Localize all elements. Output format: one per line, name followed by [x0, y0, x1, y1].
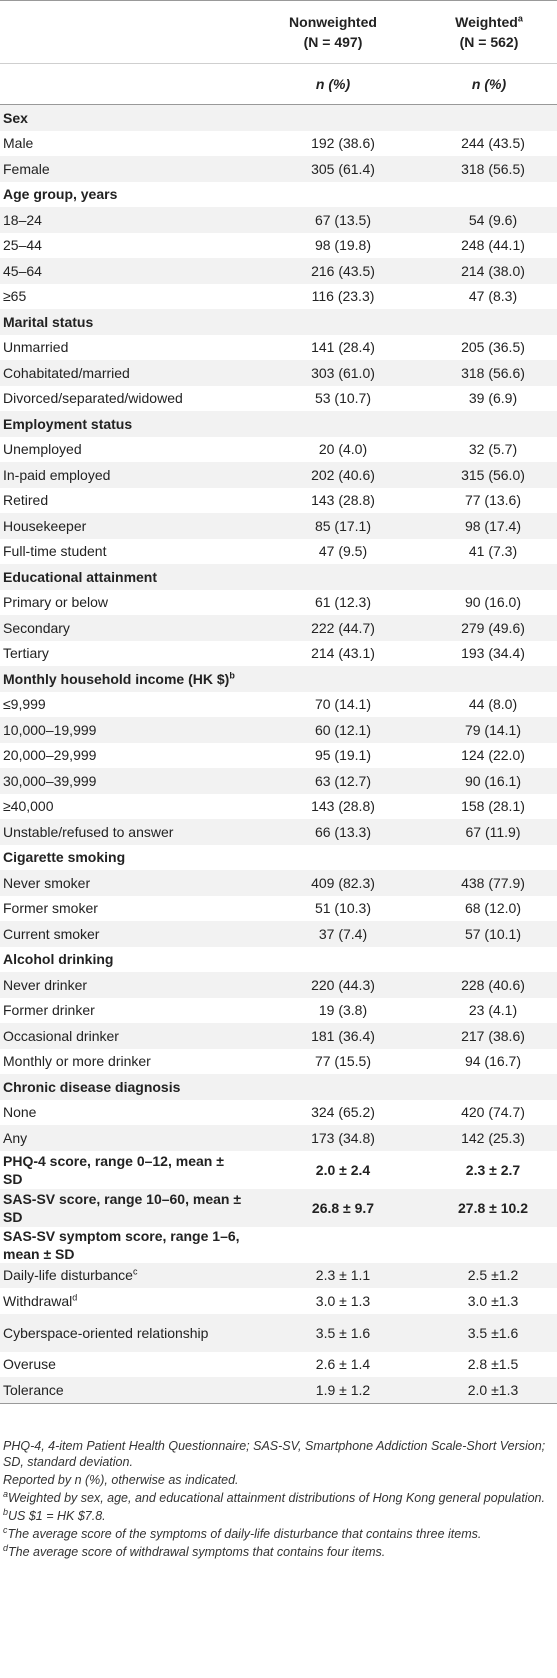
nonweighted-value	[245, 845, 421, 871]
header-weighted	[421, 1, 557, 64]
weighted-value: 318 (56.6)	[421, 360, 557, 386]
table-footnotes	[3, 1438, 553, 1562]
footnote-text: Weighted by sex, age, and educational attainment distributions of Hong Kong general population.	[8, 1491, 545, 1505]
nonweighted-value: 181 (36.4)	[245, 1023, 421, 1049]
row-label-text: Unemployed	[3, 441, 82, 458]
table-row	[0, 207, 557, 233]
nonweighted-value: 77 (15.5)	[245, 1049, 421, 1075]
row-label	[0, 743, 245, 769]
weighted-value: 318 (56.5)	[421, 156, 557, 182]
row-label-text: Age group, years	[3, 186, 118, 203]
table-row	[0, 972, 557, 998]
weighted-value: 67 (11.9)	[421, 819, 557, 845]
row-label-text: Never drinker	[3, 976, 88, 993]
footnote-text: The average score of the symptoms of daily-life disturbance that contains three items.	[7, 1527, 482, 1541]
weighted-value: 44 (8.0)	[421, 692, 557, 718]
weighted-value: 248 (44.1)	[421, 233, 557, 259]
row-label-text: Sex	[3, 109, 28, 126]
row-label	[0, 386, 245, 412]
row-label	[0, 870, 245, 896]
nonweighted-value: 85 (17.1)	[245, 513, 421, 539]
weighted-value	[421, 1074, 557, 1100]
table-subheader-row	[0, 64, 557, 105]
nonweighted-value: 202 (40.6)	[245, 462, 421, 488]
footnote-text: The average score of withdrawal symptoms that contains four items.	[8, 1545, 386, 1559]
nonweighted-value: 66 (13.3)	[245, 819, 421, 845]
nonweighted-value: 26.8 ± 9.7	[245, 1189, 421, 1227]
footnote-marker: b	[229, 670, 235, 681]
table-row	[0, 998, 557, 1024]
row-label	[0, 488, 245, 514]
row-label	[0, 998, 245, 1024]
row-label-text: Overuse	[3, 1356, 56, 1373]
row-label-text: Monthly or more drinker	[3, 1053, 151, 1070]
row-label-text: Tolerance	[3, 1381, 64, 1398]
section-header-row	[0, 845, 557, 871]
row-label	[0, 539, 245, 565]
section-header-row	[0, 666, 557, 692]
weighted-value: 2.5 ±1.2	[421, 1263, 557, 1289]
weighted-value: 98 (17.4)	[421, 513, 557, 539]
nonweighted-value: 53 (10.7)	[245, 386, 421, 412]
footnote	[3, 1526, 553, 1542]
table-row	[0, 615, 557, 641]
row-label	[0, 1151, 245, 1189]
section-header-row	[0, 309, 557, 335]
weighted-value: 420 (74.7)	[421, 1100, 557, 1126]
table-row	[0, 335, 557, 361]
header-nonweighted	[245, 1, 421, 64]
section-header-row	[0, 411, 557, 437]
row-label-text: Cigarette smoking	[3, 849, 126, 866]
row-label-text: Housekeeper	[3, 517, 87, 534]
row-label	[0, 437, 245, 463]
table-row	[0, 768, 557, 794]
row-label	[0, 845, 245, 871]
row-label-text: Cyberspace-oriented relationship	[3, 1324, 209, 1341]
weighted-value	[421, 411, 557, 437]
weighted-value	[421, 182, 557, 208]
nonweighted-value: 19 (3.8)	[245, 998, 421, 1024]
row-label	[0, 360, 245, 386]
row-label	[0, 1074, 245, 1100]
row-label-text: ≤9,999	[3, 696, 46, 713]
table-row	[0, 870, 557, 896]
weighted-value: 244 (43.5)	[421, 131, 557, 157]
nonweighted-value: 305 (61.4)	[245, 156, 421, 182]
header-weighted-title: Weighted	[455, 14, 518, 30]
nonweighted-value	[245, 182, 421, 208]
row-label-text: Employment status	[3, 415, 133, 432]
row-label	[0, 1049, 245, 1075]
weighted-value: 3.5 ±1.6	[421, 1314, 557, 1352]
nonweighted-value: 47 (9.5)	[245, 539, 421, 565]
weighted-value: 214 (38.0)	[421, 258, 557, 284]
row-label-text: Unstable/refused to answer	[3, 823, 174, 840]
row-label	[0, 590, 245, 616]
nonweighted-value: 98 (19.8)	[245, 233, 421, 259]
weighted-value	[421, 1227, 557, 1263]
row-label-text: Any	[3, 1129, 28, 1146]
row-label-text: Marital status	[3, 313, 94, 330]
nonweighted-value: 173 (34.8)	[245, 1125, 421, 1151]
footnote-text: Reported by n (%), otherwise as indicated.	[3, 1473, 239, 1487]
footnote	[3, 1544, 553, 1560]
row-label-text: 20,000–29,999	[3, 747, 97, 764]
table-header-row	[0, 1, 557, 64]
weighted-value	[421, 564, 557, 590]
row-label	[0, 233, 245, 259]
weighted-value: 205 (36.5)	[421, 335, 557, 361]
row-label-text: Secondary	[3, 619, 70, 636]
section-header-row	[0, 1227, 557, 1263]
row-label-text: 10,000–19,999	[3, 721, 97, 738]
row-label	[0, 794, 245, 820]
header-weighted-sup: a	[517, 13, 523, 24]
nonweighted-value: 61 (12.3)	[245, 590, 421, 616]
row-label-text: 18–24	[3, 211, 42, 228]
table-row	[0, 284, 557, 310]
row-label-text: ≥40,000	[3, 798, 54, 815]
nonweighted-value: 303 (61.0)	[245, 360, 421, 386]
row-label-text: Cohabitated/married	[3, 364, 130, 381]
nonweighted-value: 95 (19.1)	[245, 743, 421, 769]
section-header-row	[0, 947, 557, 973]
weighted-value: 47 (8.3)	[421, 284, 557, 310]
nonweighted-value	[245, 411, 421, 437]
weighted-value: 3.0 ±1.3	[421, 1288, 557, 1314]
row-label-text: PHQ-4 score, range 0–12, mean ± SD	[3, 1152, 224, 1187]
nonweighted-value: 20 (4.0)	[245, 437, 421, 463]
table-row	[0, 156, 557, 182]
row-label	[0, 513, 245, 539]
table-row	[0, 1023, 557, 1049]
row-label-text: Former drinker	[3, 1002, 95, 1019]
weighted-value: 124 (22.0)	[421, 743, 557, 769]
row-label	[0, 207, 245, 233]
nonweighted-value: 3.5 ± 1.6	[245, 1314, 421, 1352]
table-row	[0, 1314, 557, 1352]
nonweighted-value	[245, 1227, 421, 1263]
row-label-text: Female	[3, 160, 50, 177]
nonweighted-value	[245, 105, 421, 131]
row-label-text: Former smoker	[3, 900, 98, 917]
footnote-text: PHQ-4, 4-item Patient Health Questionnaire; SAS-SV, Smartphone Addiction Scale-Short Version; SD, standard deviation.	[3, 1439, 546, 1469]
table-row	[0, 462, 557, 488]
header-weighted-n: (N = 562)	[459, 34, 519, 50]
nonweighted-value: 2.0 ± 2.4	[245, 1151, 421, 1189]
weighted-value: 193 (34.4)	[421, 641, 557, 667]
table-row	[0, 641, 557, 667]
row-label	[0, 641, 245, 667]
table-row	[0, 590, 557, 616]
nonweighted-value: 2.6 ± 1.4	[245, 1352, 421, 1378]
weighted-value: 27.8 ± 10.2	[421, 1189, 557, 1227]
nonweighted-value: 1.9 ± 1.2	[245, 1377, 421, 1403]
weighted-value: 79 (14.1)	[421, 717, 557, 743]
section-header-row	[0, 564, 557, 590]
nonweighted-value: 116 (23.3)	[245, 284, 421, 310]
row-label	[0, 717, 245, 743]
footnote	[3, 1472, 553, 1488]
weighted-value: 41 (7.3)	[421, 539, 557, 565]
subheader-nonweighted: n (%)	[245, 64, 421, 105]
row-label-text: SAS-SV symptom score, range 1–6, mean ± SD	[3, 1227, 240, 1262]
row-label	[0, 1023, 245, 1049]
row-label	[0, 947, 245, 973]
section-header-row	[0, 182, 557, 208]
nonweighted-value: 2.3 ± 1.1	[245, 1263, 421, 1289]
row-label	[0, 131, 245, 157]
row-label	[0, 564, 245, 590]
nonweighted-value: 220 (44.3)	[245, 972, 421, 998]
row-label-text: Male	[3, 135, 34, 152]
weighted-value: 90 (16.0)	[421, 590, 557, 616]
nonweighted-value: 70 (14.1)	[245, 692, 421, 718]
row-label	[0, 411, 245, 437]
nonweighted-value	[245, 309, 421, 335]
row-label-text: Alcohol drinking	[3, 951, 114, 968]
table-row	[0, 131, 557, 157]
weighted-value: 57 (10.1)	[421, 921, 557, 947]
row-label-text: ≥65	[3, 288, 27, 305]
footnote	[3, 1490, 553, 1506]
table-row	[0, 258, 557, 284]
row-label-text: Retired	[3, 492, 49, 509]
row-label-text: Chronic disease diagnosis	[3, 1078, 181, 1095]
nonweighted-value	[245, 947, 421, 973]
nonweighted-value: 222 (44.7)	[245, 615, 421, 641]
nonweighted-value: 216 (43.5)	[245, 258, 421, 284]
subheader-weighted: n (%)	[421, 64, 557, 105]
table-row	[0, 1377, 557, 1403]
nonweighted-value	[245, 564, 421, 590]
footnote-marker: c	[3, 1524, 8, 1535]
row-label	[0, 1189, 245, 1227]
weighted-value: 77 (13.6)	[421, 488, 557, 514]
weighted-value: 2.3 ± 2.7	[421, 1151, 557, 1189]
table-row	[0, 1125, 557, 1151]
row-label	[0, 258, 245, 284]
weighted-value: 68 (12.0)	[421, 896, 557, 922]
row-label	[0, 309, 245, 335]
row-label	[0, 335, 245, 361]
weighted-value: 228 (40.6)	[421, 972, 557, 998]
table-row	[0, 233, 557, 259]
weighted-value: 90 (16.1)	[421, 768, 557, 794]
row-label	[0, 615, 245, 641]
weighted-value	[421, 666, 557, 692]
row-label-text: Occasional drinker	[3, 1027, 119, 1044]
nonweighted-value: 214 (43.1)	[245, 641, 421, 667]
row-label	[0, 105, 245, 131]
section-header-row	[0, 1074, 557, 1100]
row-label-text: 45–64	[3, 262, 42, 279]
table-row	[0, 437, 557, 463]
row-label-text: Never smoker	[3, 874, 91, 891]
row-label-text: Divorced/separated/widowed	[3, 390, 183, 407]
table-row	[0, 896, 557, 922]
nonweighted-value: 192 (38.6)	[245, 131, 421, 157]
row-label-text: Educational attainment	[3, 568, 158, 585]
footnote-marker: a	[3, 1488, 9, 1499]
nonweighted-value: 141 (28.4)	[245, 335, 421, 361]
table-row	[0, 360, 557, 386]
row-label	[0, 768, 245, 794]
weighted-value	[421, 845, 557, 871]
table-row	[0, 488, 557, 514]
row-label	[0, 1352, 245, 1378]
row-label-text: Daily-life disturbance	[3, 1267, 133, 1284]
header-empty-cell	[0, 1, 245, 64]
row-label	[0, 462, 245, 488]
table-row	[0, 539, 557, 565]
row-label	[0, 1100, 245, 1126]
row-label-text: SAS-SV score, range 10–60, mean ± SD	[3, 1190, 242, 1225]
table-row	[0, 386, 557, 412]
subheader-empty-cell	[0, 64, 245, 105]
row-label-text: Monthly household income (HK $)	[3, 670, 230, 687]
nonweighted-value: 67 (13.5)	[245, 207, 421, 233]
weighted-value	[421, 309, 557, 335]
footnote	[3, 1508, 553, 1524]
row-label	[0, 666, 245, 692]
table-row	[0, 1352, 557, 1378]
weighted-value: 438 (77.9)	[421, 870, 557, 896]
table-row	[0, 794, 557, 820]
row-label	[0, 921, 245, 947]
weighted-value: 94 (16.7)	[421, 1049, 557, 1075]
nonweighted-value: 63 (12.7)	[245, 768, 421, 794]
footnote-marker: d	[3, 1542, 9, 1553]
nonweighted-value: 60 (12.1)	[245, 717, 421, 743]
row-label-text: Primary or below	[3, 594, 109, 611]
weighted-value: 158 (28.1)	[421, 794, 557, 820]
footnote	[3, 1438, 553, 1470]
row-label-text: Current smoker	[3, 925, 100, 942]
footnote-marker: c	[132, 1266, 138, 1277]
weighted-value: 54 (9.6)	[421, 207, 557, 233]
row-label	[0, 284, 245, 310]
weighted-value	[421, 105, 557, 131]
table-row	[0, 513, 557, 539]
nonweighted-value: 324 (65.2)	[245, 1100, 421, 1126]
row-label	[0, 896, 245, 922]
weighted-value: 315 (56.0)	[421, 462, 557, 488]
weighted-value: 142 (25.3)	[421, 1125, 557, 1151]
weighted-value: 279 (49.6)	[421, 615, 557, 641]
table-row	[0, 1263, 557, 1289]
table-row	[0, 1100, 557, 1126]
row-label	[0, 1263, 245, 1289]
nonweighted-value: 3.0 ± 1.3	[245, 1288, 421, 1314]
weighted-value	[421, 947, 557, 973]
row-label-text: Tertiary	[3, 645, 49, 662]
row-label	[0, 1314, 245, 1352]
row-label	[0, 1125, 245, 1151]
footnote-text: US $1 = HK $7.8.	[8, 1509, 106, 1523]
row-label-text: Withdrawal	[3, 1292, 73, 1309]
weighted-value: 217 (38.6)	[421, 1023, 557, 1049]
table-row	[0, 717, 557, 743]
table-row	[0, 692, 557, 718]
table-row	[0, 819, 557, 845]
row-label-text: None	[3, 1104, 37, 1121]
footnote-marker: b	[3, 1506, 9, 1517]
nonweighted-value	[245, 666, 421, 692]
row-label-text: 25–44	[3, 237, 42, 254]
section-header-row	[0, 105, 557, 131]
table-row	[0, 1049, 557, 1075]
nonweighted-value: 409 (82.3)	[245, 870, 421, 896]
weighted-value: 39 (6.9)	[421, 386, 557, 412]
weighted-value: 2.0 ±1.3	[421, 1377, 557, 1403]
table-row	[0, 1288, 557, 1314]
header-nonweighted-n: (N = 497)	[303, 34, 363, 50]
row-label	[0, 156, 245, 182]
nonweighted-value: 143 (28.8)	[245, 488, 421, 514]
row-label	[0, 1377, 245, 1403]
row-label	[0, 1288, 245, 1314]
table-row	[0, 743, 557, 769]
nonweighted-value: 37 (7.4)	[245, 921, 421, 947]
section-header-row	[0, 1151, 557, 1189]
row-label	[0, 182, 245, 208]
row-label-text: Full-time student	[3, 543, 107, 560]
header-nonweighted-title: Nonweighted	[289, 14, 377, 30]
footnote-marker: d	[72, 1292, 78, 1303]
row-label-text: 30,000–39,999	[3, 772, 97, 789]
nonweighted-value	[245, 1074, 421, 1100]
nonweighted-value: 51 (10.3)	[245, 896, 421, 922]
section-header-row	[0, 1189, 557, 1227]
nonweighted-value: 143 (28.8)	[245, 794, 421, 820]
weighted-value: 32 (5.7)	[421, 437, 557, 463]
row-label-text: Unmarried	[3, 339, 69, 356]
row-label	[0, 972, 245, 998]
row-label	[0, 1227, 245, 1263]
row-label	[0, 692, 245, 718]
weighted-value: 2.8 ±1.5	[421, 1352, 557, 1378]
table-body	[0, 105, 557, 1404]
row-label-text: In-paid employed	[3, 466, 111, 483]
weighted-value: 23 (4.1)	[421, 998, 557, 1024]
table-row	[0, 921, 557, 947]
row-label	[0, 819, 245, 845]
